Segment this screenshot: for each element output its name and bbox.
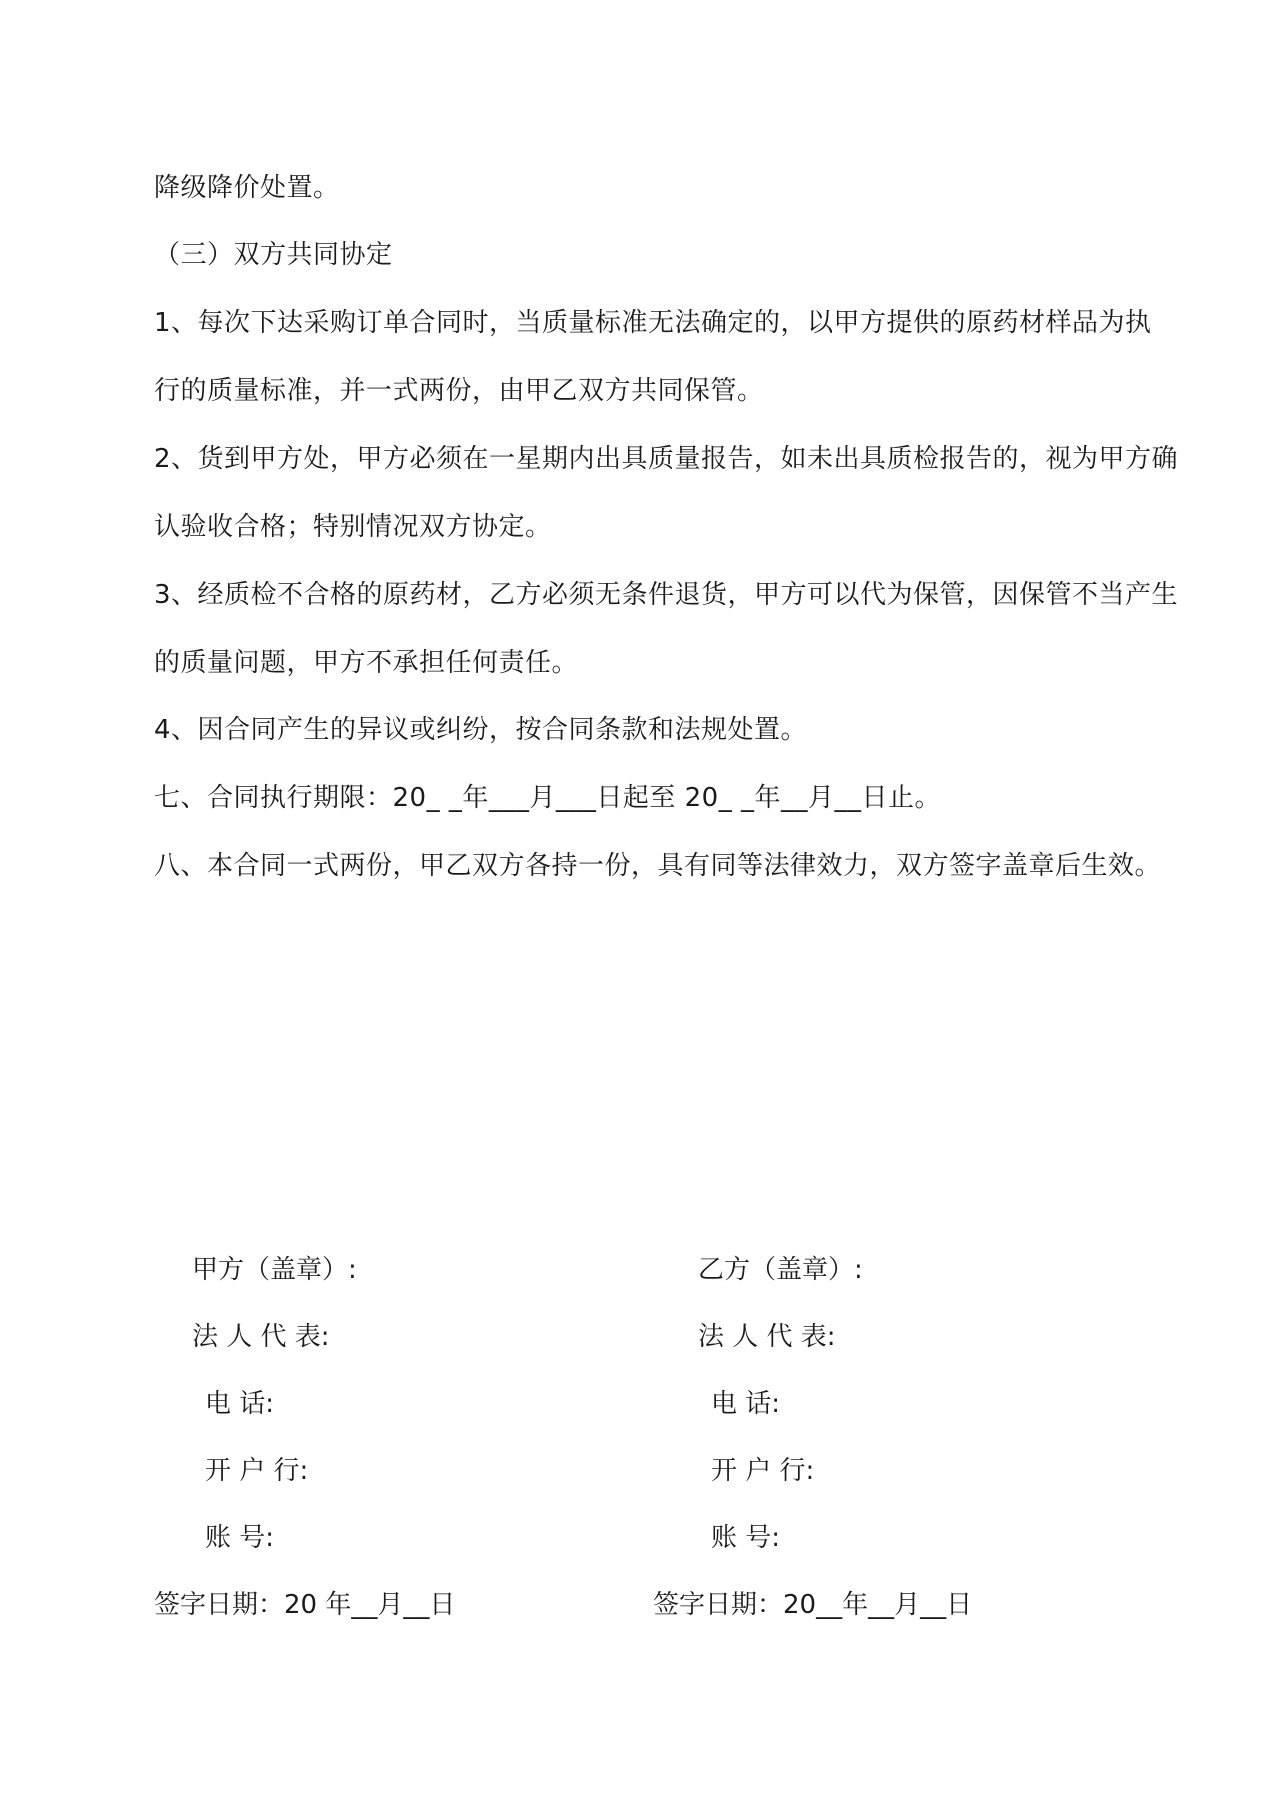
contract-copies-line: 八、本合同一式两份，甲乙双方各持一份，具有同等法律效力，双方签字盖章后生效。 <box>154 851 1162 881</box>
party-a-sign-date: 签字日期：20 年__月__日 <box>154 1590 456 1620</box>
paragraph-line: 2、货到甲方处，甲方必须在一星期内出具质量报告，如未出具质检报告的，视为甲方确 <box>154 444 1179 474</box>
party-b-seal-label: 乙方（盖章）: <box>698 1255 863 1285</box>
paragraph-line: 4、因合同产生的异议或纠纷，按合同条款和法规处置。 <box>154 715 808 745</box>
paragraph-line: 行的质量标准，并一式两份，由甲乙双方共同保管。 <box>154 376 764 406</box>
party-a-seal-label: 甲方（盖章）: <box>192 1255 357 1285</box>
party-a-rep-label: 法 人 代 表: <box>192 1322 330 1352</box>
party-b-bank-label: 开 户 行: <box>711 1456 815 1486</box>
party-b-sign-date: 签字日期：20__年__月__日 <box>653 1590 973 1620</box>
paragraph-line: 降级降价处置。 <box>154 173 340 203</box>
paragraph-line: 的质量问题，甲方不承担任何责任。 <box>154 648 579 678</box>
paragraph-line: 3、经质检不合格的原药材，乙方必须无条件退货，甲方可以代为保管，因保管不当产生 <box>154 580 1179 610</box>
party-a-bank-label: 开 户 行: <box>205 1456 309 1486</box>
party-a-phone-label: 电 话: <box>205 1389 275 1419</box>
paragraph-line: 认验收合格；特别情况双方协定。 <box>154 512 552 542</box>
section-heading: （三）双方共同协定 <box>154 240 393 270</box>
party-b-rep-label: 法 人 代 表: <box>698 1322 836 1352</box>
party-b-phone-label: 电 话: <box>711 1389 781 1419</box>
contract-term-line: 七、合同执行期限：20_ _年___月___日起至 20_ _年__月__日止。 <box>154 783 941 813</box>
party-a-account-label: 账 号: <box>205 1523 275 1553</box>
party-b-account-label: 账 号: <box>711 1523 781 1553</box>
paragraph-line: 1、每次下达采购订单合同时，当质量标准无法确定的，以甲方提供的原药材样品为执 <box>154 308 1152 338</box>
